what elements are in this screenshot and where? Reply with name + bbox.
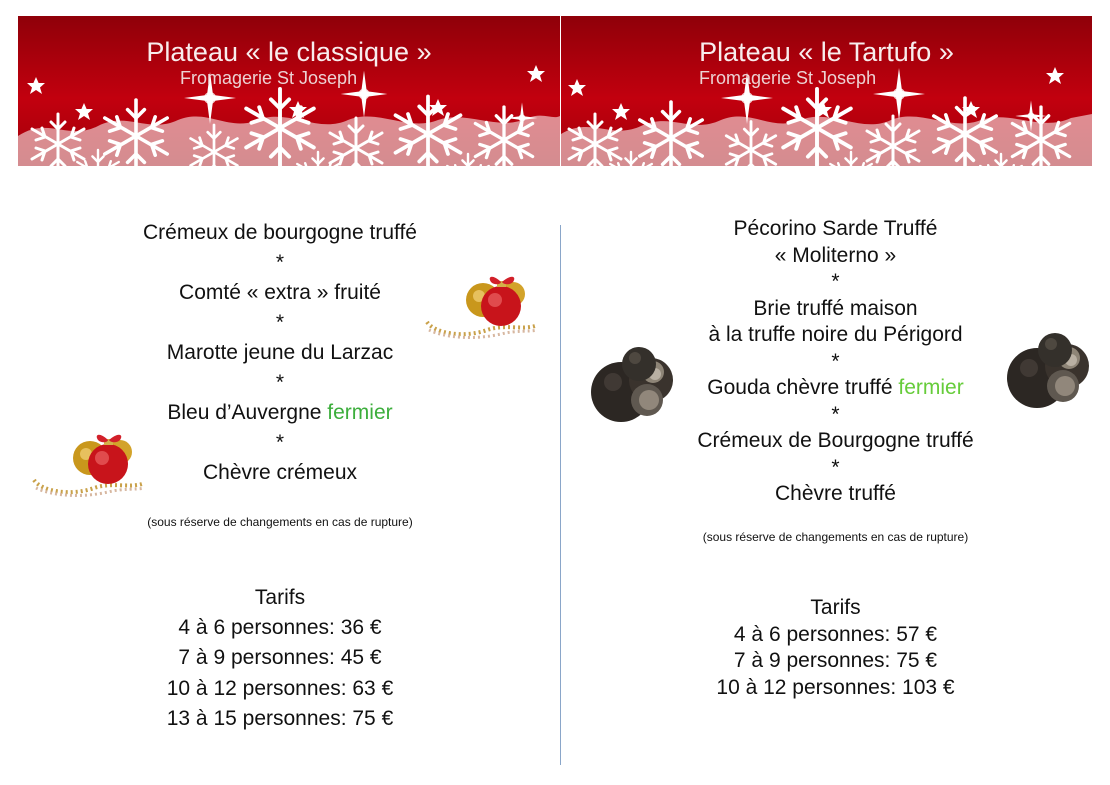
tarifs-heading: Tarifs [254,586,306,609]
tarifs-heading: Tarifs [810,596,861,619]
christmas-banner [561,16,1092,212]
christmas-banner [18,16,560,212]
highlight-word: fermier [327,401,393,424]
separator: * [275,371,285,394]
cheese-item: Chèvre truffé [774,482,896,505]
cheese-item-detail: « Moliterno » [774,243,897,267]
separator: * [831,455,840,479]
menu-title: Plateau « le Tartufo » [699,37,954,67]
cheese-item: Brie truffé maison [753,296,918,320]
christmas-ornaments-icon [425,272,541,344]
cheese-item: Gouda chèvre truffé fermier [707,376,964,399]
separator: * [831,270,840,293]
cheese-item: Chèvre crémeux [202,461,358,484]
cheese-item: Pécorino Sarde Truffé [733,217,938,240]
price-row: 10 à 12 personnes: 63 € [166,676,394,700]
availability-note: (sous réserve de changements en cas de rupture) [147,515,413,529]
price-row: 4 à 6 personnes: 36 € [178,616,382,640]
price-row: 7 à 9 personnes: 45 € [178,646,382,670]
cheese-item: Comté « extra » fruité [179,281,381,304]
cheese-item: Crémeux de bourgogne truffé [143,221,417,244]
cheese-item: Bleu d’Auvergne fermier [167,401,393,424]
separator: * [275,251,285,274]
shop-name: Fromagerie St Joseph [180,68,358,88]
price-list [0,583,560,734]
price-row: 13 à 15 personnes: 75 € [166,706,394,730]
christmas-ornaments-icon [32,430,148,502]
separator: * [275,311,285,334]
highlight-word: fermier [898,376,964,399]
price-list [561,595,1110,701]
menu-title: Plateau « le classique » [146,37,432,67]
cheese-item: Crémeux de Bourgogne truffé [697,429,974,452]
availability-note: (sous réserve de changements en cas de rupture) [702,530,969,544]
cheese-item: Marotte jeune du Larzac [166,341,394,364]
separator: * [275,431,285,454]
separator: * [831,349,840,373]
shop-name: Fromagerie St Joseph [699,68,877,88]
price-row: 7 à 9 personnes: 75 € [733,649,938,672]
separator: * [831,402,840,426]
price-row: 10 à 12 personnes: 103 € [716,675,955,699]
menu-card-tartufo [561,0,1110,785]
cheese-item-detail: à la truffe noire du Périgord [708,323,963,346]
black-truffle-icon [579,334,679,430]
black-truffle-icon [995,320,1095,416]
price-row: 4 à 6 personnes: 57 € [733,622,938,646]
